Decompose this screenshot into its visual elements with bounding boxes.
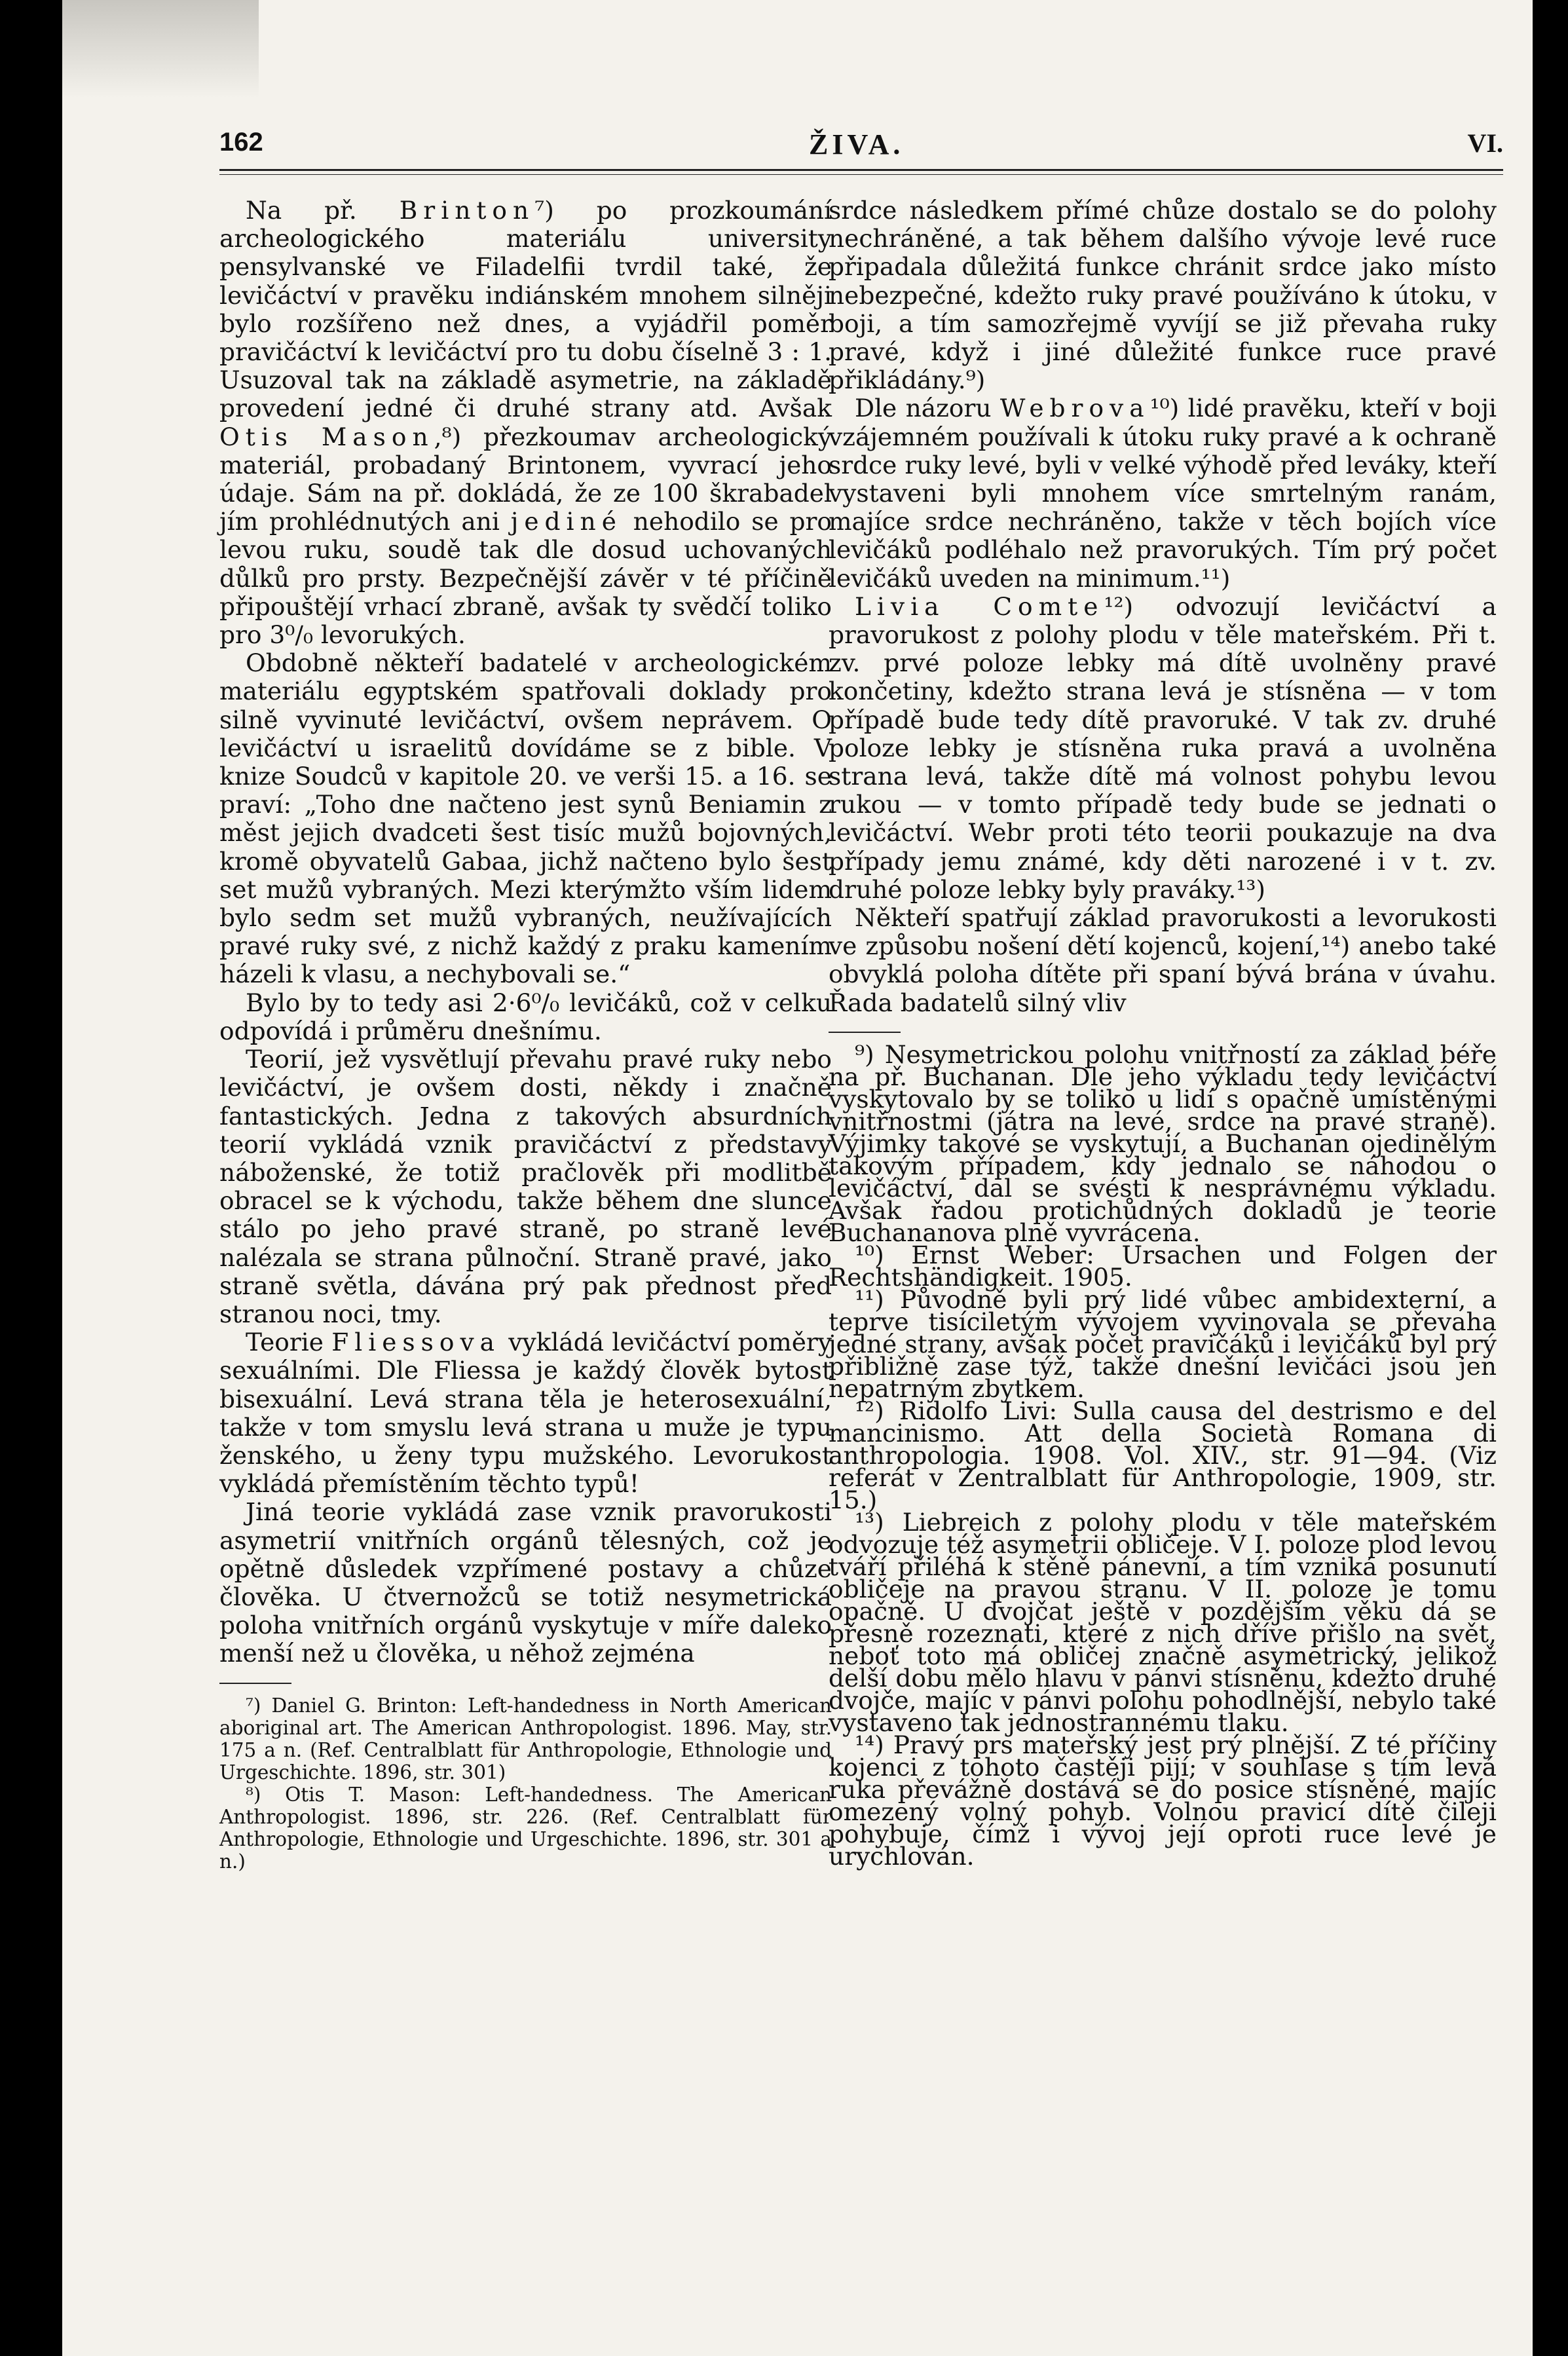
paragraph: srdce následkem přímé chůze dostalo se do polohy nechráněné, a tak během dalšího vývoje levé ruce připadala důležitá funkce chránit srdce jako místo nebezpečné, kdežto ruky pravé používáno k útoku, v boji, a tím samozřejmě vyvíjí se již převaha ruky pravé, když i jiné důležité funkce ruce pravé přikládány.⁹): [829, 196, 1497, 395]
paragraph: Jiná teorie vykládá zase vznik pravorukosti asymetrií vnitřních orgánů tělesných, což je opětně důsledek vzpřímené postavy a chůze člověka. U čtvernožců se totiž nesymetrická poloha vnitřních orgánů vyskytuje v míře daleko menší než u člověka, u něhož zejména: [219, 1497, 832, 1668]
footnote: ⁸) Otis T. Mason: Left-handedness. The American Anthropologist. 1896, str. 226. (Ref. Centralblatt für Anthropologie, Ethnologie und Urgeschichte. 1896, str. 301 a n.): [219, 1783, 832, 1873]
paragraph: Na př. Brinton⁷) po prozkoumání archeologického materiálu university pensylvanské ve Filadelfii tvrdil také, že levičáctví v pravěku indiánském mnohem silněji bylo rozšířeno než dnes, a vyjádřil poměr pravičáctví k levičáctví pro tu dobu číselně 3 : 1. Usuzoval tak na základě asymetrie, na základě provedení jedné či druhé strany atd. Avšak Otis Mason,⁸) přezkoumav archeologický materiál, probadaný Brintonem, vyvrací jeho údaje. Sám na př. dokládá, že ze 100 škrabadel jím prohlédnutých ani jediné nehodilo se pro levou ruku, soudě tak dle dosud uchovaných důlků pro prsty. Bezpečnější závěr v té příčině připouštějí vrhací zbraně, avšak ty svědčí toliko pro 3⁰/₀ levorukých.: [219, 196, 832, 650]
journal-title: ŽIVA.: [809, 128, 905, 160]
paragraph: Teorií, jež vysvětlují převahu pravé ruky nebo levičáctví, je ovšem dosti, někdy i značně fantastických. Jedna z takových absurdních teorií vykládá vznik pravičáctví z představy náboženské, že totiž pračlověk při modlitbě obracel se k východu, takže během dne slunce stálo po jeho pravé straně, po straně levé nalézala se strana půlnoční. Straně pravé, jako straně světla, dávána prý pak přednost před stranou noci, tmy.: [219, 1045, 832, 1328]
header-rule: [219, 169, 1503, 171]
paragraph: Livia Comte¹²) odvozují levičáctví a pravorukost z polohy plodu v těle mateřském. Při t. zv. prvé poloze lebky má dítě uvolněny pravé končetiny, kdežto strana levá je stísněna — v tom případě bude tedy dítě pravoruké. V tak zv. druhé poloze lebky je stísněna ruka pravá a uvolněna strana levá, takže dítě má volnost pohybu levou rukou — v tomto případě tedy bude se jednati o levičáctví. Webr proti této teorii poukazuje na dva případy jemu známé, kdy děti narozené i v t. zv. druhé poloze lebky byly praváky.¹³): [829, 591, 1497, 904]
footnote: ¹²) Ridolfo Livi: Sulla causa del destrismo e del mancinismo. Att della Società Romana di anthropologia. 1908. Vol. XIV., str. 91—94. (Viz referát v Zentralblatt für Anthropologie, 1909, str. 15.): [829, 1396, 1497, 1514]
footnote: ⁷) Daniel G. Brinton: Left-handedness in North American aboriginal art. The American Anthropologist. 1896. May, str. 175 a n. (Ref. Centralblatt für Anthropologie, Ethnologie und Urgeschichte. 1896, str. 301): [219, 1694, 832, 1784]
scan-artifact: [62, 0, 259, 98]
footnotes: [219, 1694, 832, 1873]
volume-number: VI.: [1467, 128, 1503, 158]
paragraph: Dle názoru Webrova¹⁰) lidé pravěku, kteří v boji vzájemném používali k útoku ruky pravé a k ochraně srdce ruky levé, byli v velké výhodě před leváky, kteří vystaveni byli mnohem více smrtelným ranám, majíce srdce nechráněno, takže v těch bojích více levičáků podléhalo než pravorukých. Tím prý počet levičáků uveden na minimum.¹¹): [829, 394, 1497, 593]
paragraph: Bylo by to tedy asi 2·6⁰/₀ levičáků, což v celku odpovídá i průměru dnešnímu.: [219, 988, 832, 1045]
paragraph: Někteří spatřují základ pravorukosti a levorukosti ve způsobu nošení dětí kojenců, kojení,¹⁴) anebo také obvyklá poloha dítěte při spaní bývá brána v úvahu. Řada badatelů silný vliv: [829, 903, 1497, 1017]
footnote: ¹³) Liebreich z polohy plodu v těle mateřském odvozuje též asymetrii obličeje. V I. poloze plod levou tváří přiléhá k stěně pánevní, a tím vzniká posunutí obličeje na pravou stranu. V II. poloze je tomu opačně. U dvojčat ještě v pozdějším věku dá se přesně rozeznati, které z nich dříve přišlo na svět, neboť toto má obličej značně asymetrický, jelikož delší dobu mělo hlavu v pánvi stísněnu, kdežto druhé dvojče, majíc v pánvi polohu pohodlnější, nebylo také vystaveno tak jednostrannému tlaku.: [829, 1507, 1497, 1737]
running-header: [219, 128, 1503, 174]
right-column: [829, 196, 1497, 1871]
footnote: ¹⁰) Ernst Weber: Ursachen und Folgen der Rechtshändigkeit. 1905.: [829, 1240, 1497, 1292]
footnote-rule: [829, 1032, 901, 1033]
footnote: ⁹) Nesymetrickou polohu vnitřností za základ béře na př. Buchanan. Dle jeho výkladu tedy levičáctví vyskytovalo by se toliko u lidí s opačně umístěnými vnitřnostmi (játra na levé, srdce na pravé straně). Výjimky takové se vyskytují, a Buchanan ojedinělým takovým případem, kdy jednalo se náhodou o levičáctví, dal se svésti k nesprávnému výkladu. Avšak řadou protichůdných dokladů je teorie Buchananova plně vyvrácena.: [829, 1039, 1497, 1247]
left-column: [219, 196, 832, 1873]
page-number: 162: [219, 128, 263, 157]
paragraph: Obdobně někteří badatelé v archeologickém materiálu egyptském spatřovali doklady pro silně vyvinuté levičáctví, ovšem neprávem. O levičáctví u israelitů dovídáme se z bible. V knize Soudců v kapitole 20. ve verši 15. a 16. se praví: „Toho dne načteno jest synů Beniamin z měst jejich dvadceti šest tisíc mužů bojovných, kromě obyvatelů Gabaa, jichž načteno bylo šest set mužů vybraných. Mezi kterýmžto vším lidem bylo sedm set mužů vybraných, neužívajících pravé ruky své, z nichž každý z praku kamením házeli k vlasu, a nechybovali se.“: [219, 648, 832, 989]
footnote: ¹⁴) Pravý prs mateřský jest prý plnější. Z té příčiny kojenci z tohoto častěji pijí; v souhlase s tím levá ruka převážně dostává se do posice stísněné, majíc omezený volný pohyb. Volnou pravicí dítě čileji pohybuje, čímž i vývoj její oproti ruce levé je urychlován.: [829, 1730, 1497, 1871]
footnotes: [829, 1039, 1497, 1871]
header-rule-thin: [219, 174, 1503, 175]
journal-page: [62, 0, 1533, 2356]
paragraph: Teorie Fliessova vykládá levičáctví poměry sexuálními. Dle Fliessa je každý člověk bytost bisexuální. Levá strana těla je heterosexuální, takže v tom smyslu levá strana u muže je typu ženského, u ženy typu mužského. Levorukost vykládá přemístěním těchto typů!: [219, 1328, 832, 1499]
footnote: ¹¹) Původně byli prý lidé vůbec ambidexterní, a teprve tisíciletým vývojem vyvinovala se převaha jedné strany, avšak počet pravičáků i levičáků byl prý přibližně zase týž, takže dnešní levičáci jsou jen nepatrným zbytkem.: [829, 1284, 1497, 1403]
footnote-rule: [219, 1683, 291, 1684]
